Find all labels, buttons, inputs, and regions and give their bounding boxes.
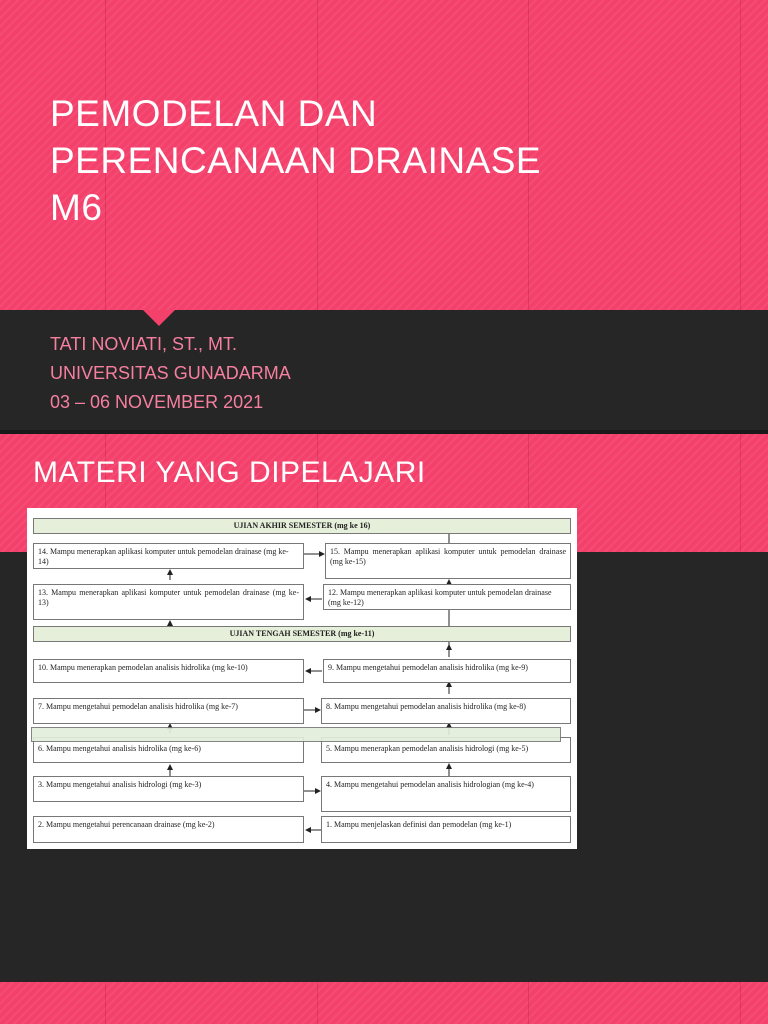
slide-title-heading [50, 90, 541, 231]
slide-materi [0, 434, 768, 1024]
subtitle-block [50, 330, 291, 417]
flow-box-9: 9. Mampu mengetahui pemodelan analisis hidrolika (mg ke-9) [323, 659, 571, 683]
flow-box-6: 6. Mampu mengetahui analisis hidrolika (mg ke-6) [33, 737, 304, 763]
highlight-overlay [31, 727, 561, 742]
flow-box-1: 1. Mampu menjelaskan definisi dan pemodelan (mg ke-1) [321, 816, 571, 843]
author-name: TATI NOVIATI, ST., MT. [50, 334, 238, 354]
institution-name: UNIVERSITAS GUNADARMA [50, 363, 291, 383]
title-line-2: PERENCANAAN DRAINASE [50, 140, 542, 181]
flow-box-2: 2. Mampu mengetahui perencanaan drainase (mg ke-2) [33, 816, 304, 843]
slide2-heading: MATERI YANG DIPELAJARI [33, 456, 426, 489]
flow-box-12: 12. Mampu menerapkan aplikasi komputer untuk pemodelan drainase (mg ke-12) [323, 584, 571, 610]
decor-line [740, 0, 741, 310]
flow-box-10: 10. Mampu menerapkan pemodelan analisis hidrolika (mg ke-10) [33, 659, 304, 683]
uts-band: UJIAN TENGAH SEMESTER (mg ke-11) [33, 626, 571, 642]
flow-box-5: 5. Mampu menerapkan pemodelan analisis hidrologi (mg ke-5) [321, 737, 571, 763]
slide-title [0, 0, 768, 430]
flowchart-figure [27, 508, 577, 849]
flow-box-13: 13. Mampu menerapkan aplikasi komputer untuk pemodelan drainase (mg ke-13) [33, 584, 304, 620]
flow-box-7: 7. Mampu mengetahui pemodelan analisis hidrolika (mg ke-7) [33, 698, 304, 724]
flow-box-8: 8. Mampu mengetahui pemodelan analisis hidrolika (mg ke-8) [321, 698, 571, 724]
presentation-date: 03 – 06 NOVEMBER 2021 [50, 392, 264, 412]
title-line-3: M6 [50, 187, 103, 228]
band-notch [143, 310, 175, 326]
flow-box-14: 14. Mampu menerapkan aplikasi komputer untuk pemodelan drainase (mg ke-14) [33, 543, 304, 569]
uas-band: UJIAN AKHIR SEMESTER (mg ke 16) [33, 518, 571, 534]
title-line-1: PEMODELAN DAN [50, 93, 378, 134]
flow-box-4: 4. Mampu mengetahui pemodelan analisis hidrologian (mg ke-4) [321, 776, 571, 812]
flow-box-15: 15. Mampu menerapkan aplikasi komputer untuk pemodelan drainase (mg ke-15) [325, 543, 571, 579]
flow-box-3: 3. Mampu mengetahui analisis hidrologi (mg ke-3) [33, 776, 304, 802]
